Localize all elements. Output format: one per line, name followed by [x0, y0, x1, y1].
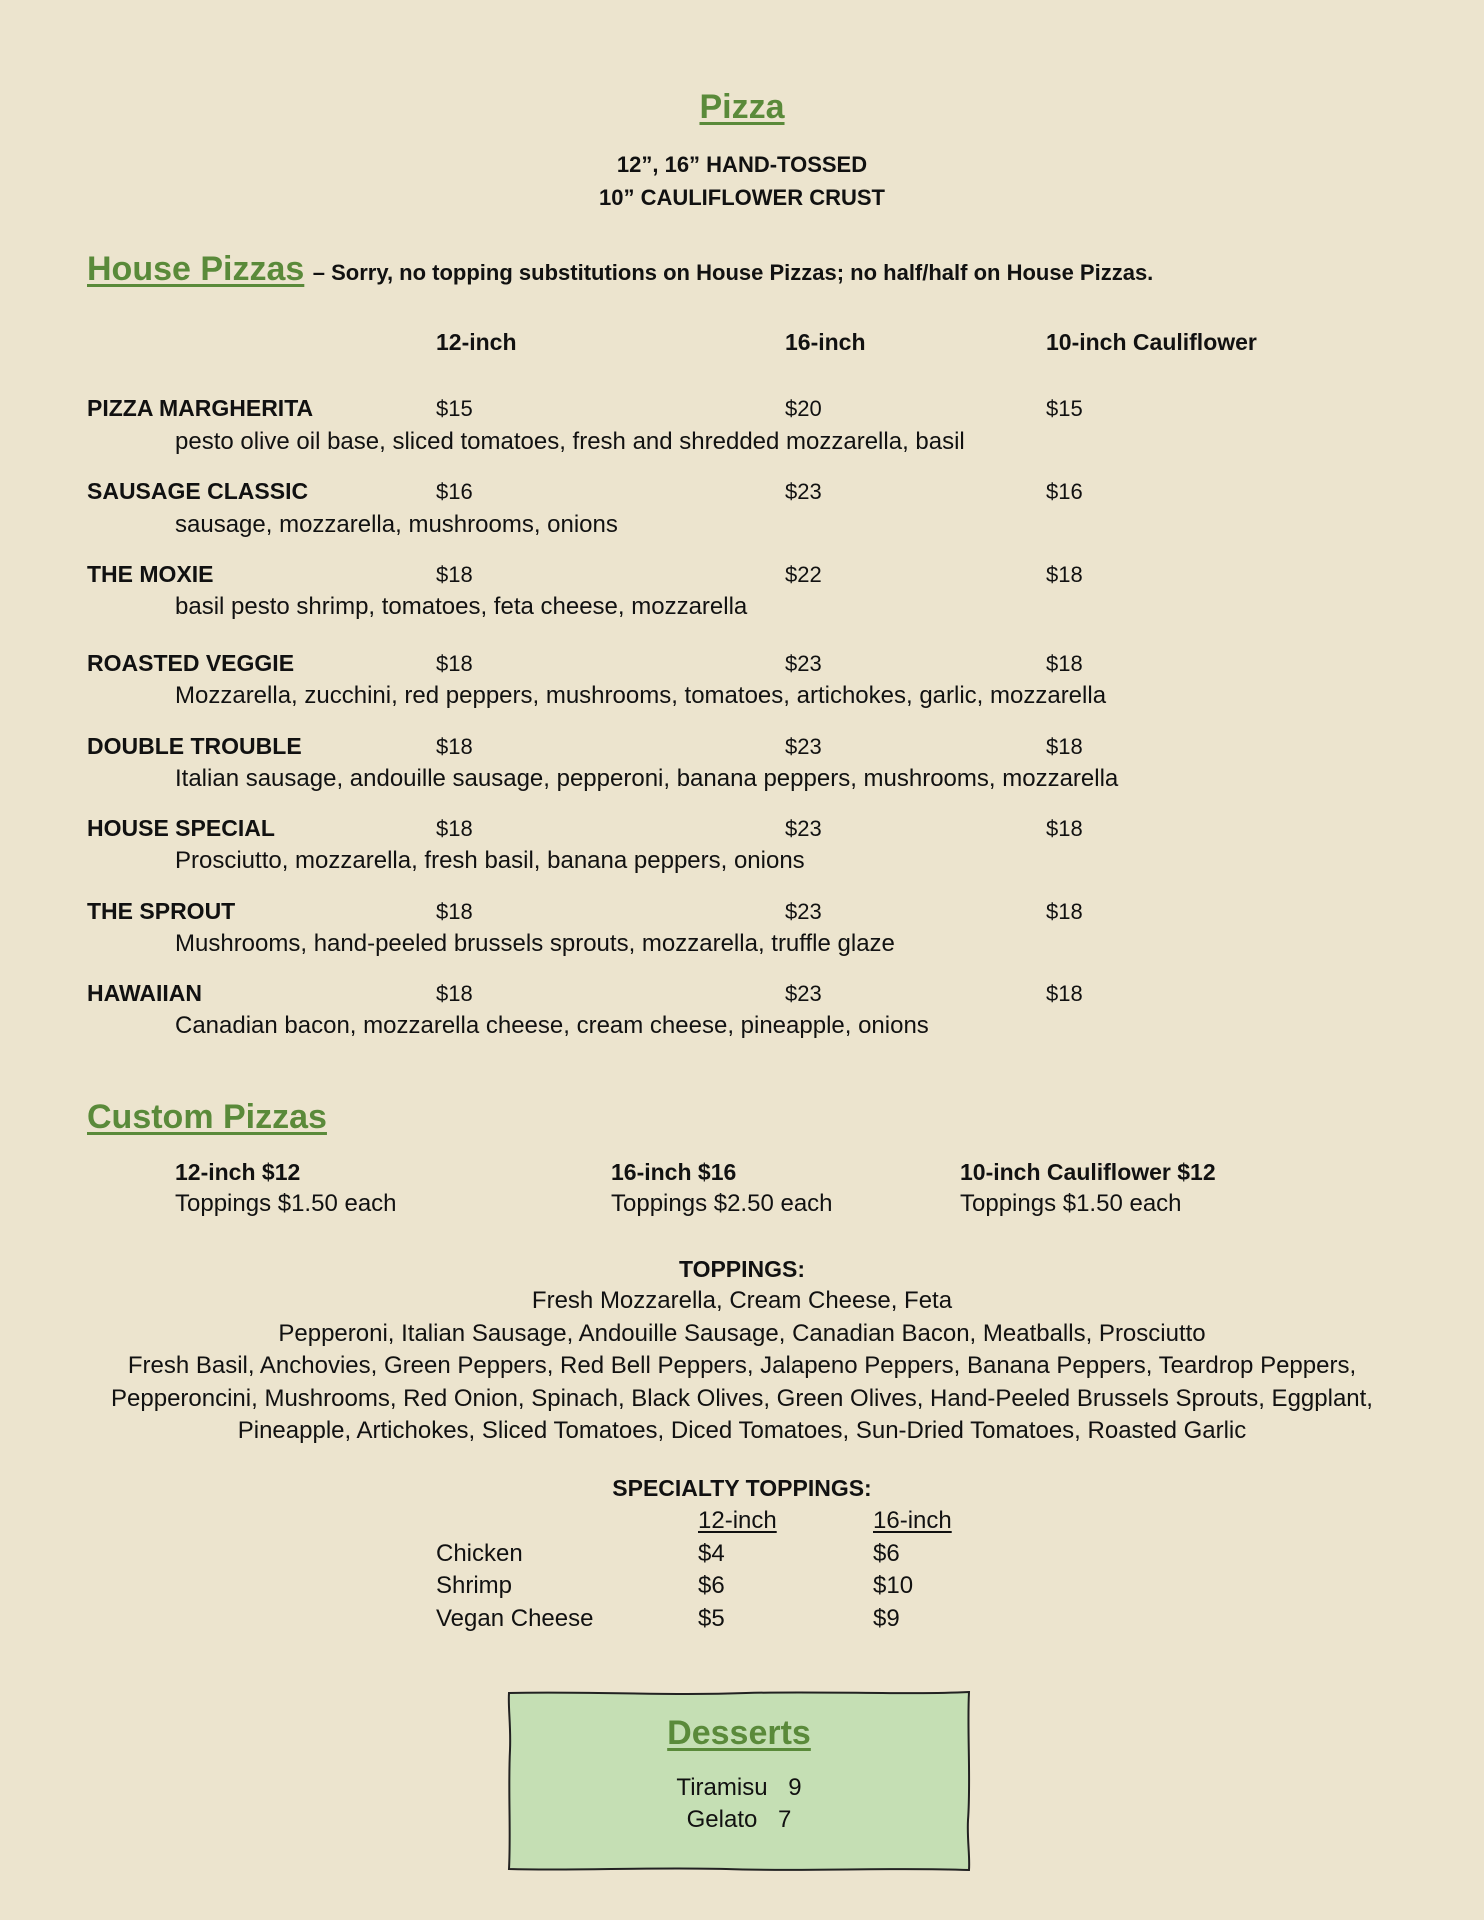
- house-item-name: DOUBLE TROUBLE: [87, 733, 302, 759]
- house-item-price-16: $23: [785, 981, 822, 1006]
- house-item-name: THE MOXIE: [87, 561, 214, 587]
- page-title: Pizza: [699, 88, 785, 126]
- house-item-price-16: $23: [785, 479, 822, 504]
- house-item-desc: Italian sausage, andouille sausage, pepperoni, banana peppers, mushrooms, mozzarella: [175, 765, 1119, 792]
- dessert-item: [506, 1806, 972, 1834]
- specialty-name: Chicken: [436, 1540, 523, 1567]
- custom-toppings-12: Toppings $1.50 each: [175, 1190, 397, 1217]
- house-item-price-16: $23: [785, 816, 822, 841]
- house-item-name: HOUSE SPECIAL: [87, 815, 275, 841]
- house-item-price-16: $23: [785, 899, 822, 924]
- house-item-price-12: $18: [436, 562, 473, 587]
- specialty-price-12: $6: [698, 1572, 725, 1599]
- house-item-price-10: $15: [1046, 396, 1083, 421]
- house-item-name: ROASTED VEGGIE: [87, 650, 295, 676]
- house-item-desc: sausage, mozzarella, mushrooms, onions: [175, 511, 618, 538]
- house-item-price-10: $18: [1046, 899, 1083, 924]
- custom-pizzas-heading: Custom Pizzas: [87, 1098, 327, 1136]
- house-item-desc: pesto olive oil base, sliced tomatoes, fresh and shredded mozzarella, basil: [175, 428, 965, 455]
- house-item-price-16: $23: [785, 734, 822, 759]
- house-pizzas-note: – Sorry, no topping substitutions on House Pizzas; no half/half on House Pizzas.: [312, 260, 1154, 285]
- dessert-price: 9: [788, 1774, 802, 1801]
- house-item-desc: Mushrooms, hand-peeled brussels sprouts, mozzarella, truffle glaze: [175, 930, 895, 957]
- desserts-heading: Desserts: [667, 1714, 811, 1752]
- house-item-price-12: $18: [436, 899, 473, 924]
- house-item-price-12: $15: [436, 396, 473, 421]
- house-item-name: PIZZA MARGHERITA: [87, 395, 314, 421]
- specialty-name: Shrimp: [436, 1572, 513, 1599]
- subtitle-line-1: 12”, 16” HAND-TOSSED: [616, 152, 868, 177]
- specialty-name: Vegan Cheese: [436, 1605, 594, 1632]
- specialty-price-12: $5: [698, 1605, 725, 1632]
- dessert-price: 7: [778, 1806, 792, 1833]
- col-header-10-cauliflower: 10-inch Cauliflower: [1046, 329, 1257, 355]
- house-item-desc: basil pesto shrimp, tomatoes, feta cheese, mozzarella: [175, 593, 748, 620]
- dessert-name: Tiramisu: [676, 1774, 768, 1801]
- house-item-price-12: $18: [436, 734, 473, 759]
- house-item-price-16: $20: [785, 396, 822, 421]
- custom-toppings-10-cauliflower: Toppings $1.50 each: [960, 1190, 1182, 1217]
- specialty-price-12: $4: [698, 1540, 725, 1567]
- toppings-line: Fresh Mozzarella, Cream Cheese, Feta: [531, 1287, 953, 1314]
- toppings-line: Pineapple, Artichokes, Sliced Tomatoes, Diced Tomatoes, Sun-Dried Tomatoes, Roasted Garlic: [237, 1417, 1247, 1444]
- col-header-16: 16-inch: [785, 329, 866, 355]
- custom-size-16: 16-inch $16: [611, 1159, 737, 1185]
- custom-size-12: 12-inch $12: [175, 1159, 301, 1185]
- house-item-price-12: $18: [436, 981, 473, 1006]
- dessert-item: [506, 1774, 972, 1802]
- house-item-desc: Prosciutto, mozzarella, fresh basil, banana peppers, onions: [175, 847, 805, 874]
- dessert-name: Gelato: [686, 1806, 758, 1833]
- house-item-price-10: $18: [1046, 562, 1083, 587]
- house-item-price-10: $18: [1046, 816, 1083, 841]
- subtitle-line-2: 10” CAULIFLOWER CRUST: [599, 185, 885, 210]
- specialty-toppings-heading: SPECIALTY TOPPINGS:: [612, 1475, 872, 1501]
- house-item-desc: Canadian bacon, mozzarella cheese, cream cheese, pineapple, onions: [175, 1012, 929, 1039]
- house-item-price-16: $22: [785, 562, 822, 587]
- house-item-price-16: $23: [785, 651, 822, 676]
- specialty-col-header-16: 16-inch: [873, 1507, 952, 1534]
- house-item-price-12: $18: [436, 651, 473, 676]
- house-pizzas-heading: House Pizzas: [87, 250, 305, 288]
- specialty-price-16: $10: [873, 1572, 914, 1599]
- house-item-price-12: $16: [436, 479, 473, 504]
- custom-toppings-16: Toppings $2.50 each: [611, 1190, 833, 1217]
- house-item-price-10: $18: [1046, 651, 1083, 676]
- house-item-price-12: $18: [436, 816, 473, 841]
- toppings-line: Pepperoncini, Mushrooms, Red Onion, Spinach, Black Olives, Green Olives, Hand-Peeled Brussels Sprouts, Eggplant,: [111, 1385, 1373, 1412]
- house-item-name: HAWAIIAN: [87, 980, 202, 1006]
- custom-size-10-cauliflower: 10-inch Cauliflower $12: [960, 1159, 1216, 1185]
- house-item-name: THE SPROUT: [87, 898, 236, 924]
- house-item-name: SAUSAGE CLASSIC: [87, 478, 309, 504]
- specialty-price-16: $9: [873, 1605, 900, 1632]
- house-item-price-10: $16: [1046, 479, 1083, 504]
- specialty-price-16: $6: [873, 1540, 900, 1567]
- toppings-line: Fresh Basil, Anchovies, Green Peppers, Red Bell Peppers, Jalapeno Peppers, Banana Peppers, Teardrop Peppers,: [127, 1352, 1357, 1379]
- toppings-line: Pepperoni, Italian Sausage, Andouille Sausage, Canadian Bacon, Meatballs, Prosciutto: [278, 1320, 1206, 1347]
- house-pizzas-header: [87, 250, 1153, 289]
- specialty-col-header-12: 12-inch: [698, 1507, 777, 1534]
- house-item-price-10: $18: [1046, 981, 1083, 1006]
- desserts-box: [506, 1690, 972, 1872]
- house-item-price-10: $18: [1046, 734, 1083, 759]
- col-header-12: 12-inch: [436, 329, 517, 355]
- toppings-heading: TOPPINGS:: [678, 1256, 806, 1282]
- house-item-desc: Mozzarella, zucchini, red peppers, mushrooms, tomatoes, artichokes, garlic, mozzarella: [175, 682, 1107, 709]
